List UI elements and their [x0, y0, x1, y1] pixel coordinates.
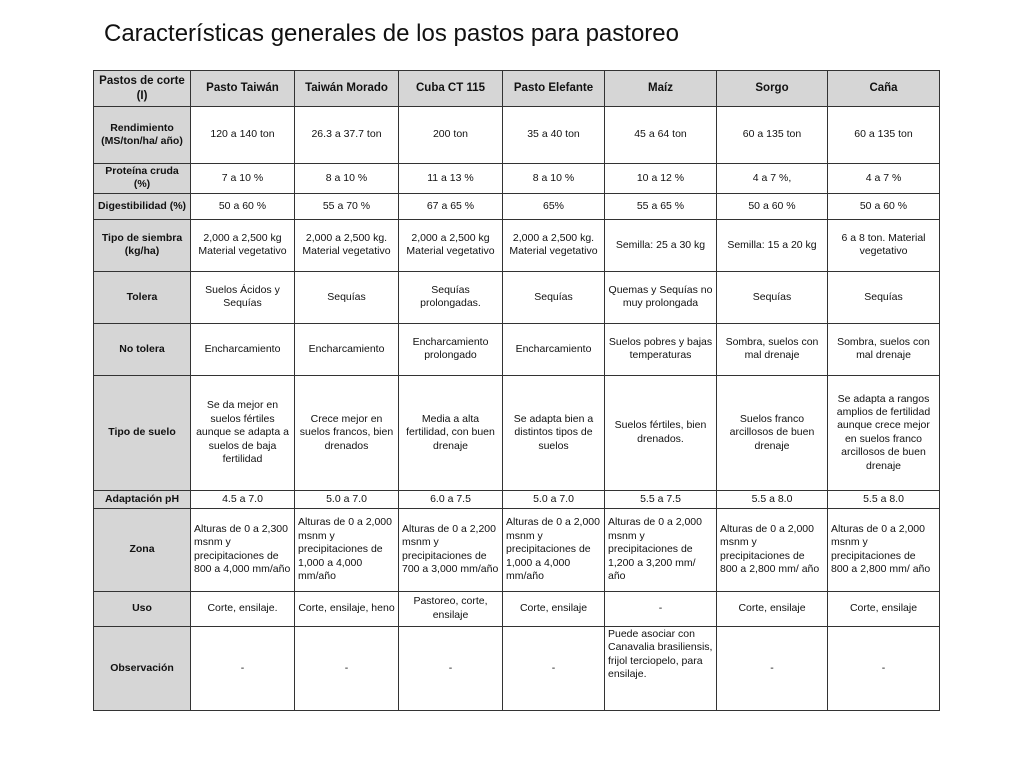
table-cell: -	[399, 626, 503, 710]
table-cell: 50 a 60 %	[191, 193, 295, 219]
table-cell: Semilla: 25 a 30 kg	[605, 219, 717, 271]
table-cell: Sombra, suelos con mal drenaje	[828, 323, 940, 375]
table-row	[94, 508, 940, 591]
table-cell: -	[503, 626, 605, 710]
table-cell: Media a alta fertilidad, con buen drenaje	[399, 375, 503, 490]
column-header: Pasto Elefante	[503, 71, 605, 107]
table-cell: Encharcamiento	[191, 323, 295, 375]
column-header: Caña	[828, 71, 940, 107]
table-cell: 6 a 8 ton. Material vegetativo	[828, 219, 940, 271]
table-cell: 35 a 40 ton	[503, 107, 605, 164]
table-cell: 2,000 a 2,500 kg Material vegetativo	[399, 219, 503, 271]
table-cell: 65%	[503, 193, 605, 219]
table-cell: 5.0 a 7.0	[295, 490, 399, 508]
table-cell: 5.5 a 8.0	[717, 490, 828, 508]
table-row	[94, 375, 940, 490]
table-cell: 6.0 a 7.5	[399, 490, 503, 508]
table-cell: Alturas de 0 a 2,300 msnm y precipitaciones de 800 a 4,000 mm/año	[191, 508, 295, 591]
table-cell: 11 a 13 %	[399, 164, 503, 194]
table-cell: 8 a 10 %	[503, 164, 605, 194]
table-cell: Sequías	[717, 271, 828, 323]
table-cell: Se adapta a rangos amplios de fertilidad aunque crece mejor en suelos franco arcillosos de buen drenaje	[828, 375, 940, 490]
table-cell: Se adapta bien a distintos tipos de suelos	[503, 375, 605, 490]
table-cell: Sombra, suelos con mal drenaje	[717, 323, 828, 375]
table-row	[94, 626, 940, 710]
table-cell: Corte, ensilaje, heno	[295, 591, 399, 626]
row-label: Digestibilidad (%)	[94, 193, 191, 219]
table-cell: 120 a 140 ton	[191, 107, 295, 164]
table-cell: 45 a 64 ton	[605, 107, 717, 164]
pasture-table	[93, 70, 940, 711]
table-cell: 4 a 7 %,	[717, 164, 828, 194]
page-title: Características generales de los pastos para pastoreo	[104, 20, 679, 47]
table-cell: Alturas de 0 a 2,200 msnm y precipitaciones de 700 a 3,000 mm/año	[399, 508, 503, 591]
row-label: Rendimiento (MS/ton/ha/ año)	[94, 107, 191, 164]
row-label: Uso	[94, 591, 191, 626]
table-cell: 50 a 60 %	[828, 193, 940, 219]
table-cell: -	[828, 626, 940, 710]
table-cell: 67 a 65 %	[399, 193, 503, 219]
table-cell: 60 a 135 ton	[828, 107, 940, 164]
table-cell: 2,000 a 2,500 kg. Material vegetativo	[503, 219, 605, 271]
header-row-label: Pastos de corte (I)	[94, 71, 191, 107]
table-cell: 5.5 a 7.5	[605, 490, 717, 508]
table-cell: Alturas de 0 a 2,000 msnm y precipitaciones de 1,200 a 3,200 mm/ año	[605, 508, 717, 591]
table-cell: Corte, ensilaje	[717, 591, 828, 626]
table-cell: Suelos fértiles, bien drenados.	[605, 375, 717, 490]
table-cell: Encharcamiento	[295, 323, 399, 375]
table-cell: Sequías	[828, 271, 940, 323]
table-row	[94, 193, 940, 219]
table-cell: 5.0 a 7.0	[503, 490, 605, 508]
column-header: Taiwán Morado	[295, 71, 399, 107]
table-cell: Suelos franco arcillosos de buen drenaje	[717, 375, 828, 490]
table-cell: 55 a 65 %	[605, 193, 717, 219]
table-cell: 7 a 10 %	[191, 164, 295, 194]
table-cell: Pastoreo, corte, ensilaje	[399, 591, 503, 626]
table-cell: -	[295, 626, 399, 710]
table-cell: Alturas de 0 a 2,000 msnm y precipitaciones de 1,000 a 4,000 mm/año	[503, 508, 605, 591]
table-cell: Encharcamiento prolongado	[399, 323, 503, 375]
table-row	[94, 271, 940, 323]
row-label: Adaptación pH	[94, 490, 191, 508]
row-label: Observación	[94, 626, 191, 710]
table-cell: 60 a 135 ton	[717, 107, 828, 164]
table-cell: 50 a 60 %	[717, 193, 828, 219]
table-cell: Semilla: 15 a 20 kg	[717, 219, 828, 271]
table-cell: Corte, ensilaje.	[191, 591, 295, 626]
table-row	[94, 107, 940, 164]
table-cell: Puede asociar con Canavalia brasiliensis, frijol terciopelo, para ensilaje.	[605, 626, 717, 710]
table-cell: Quemas y Sequías no muy prolongada	[605, 271, 717, 323]
table-cell: -	[717, 626, 828, 710]
table-cell: 8 a 10 %	[295, 164, 399, 194]
table-row	[94, 219, 940, 271]
table-cell: Suelos Ácidos y Sequías	[191, 271, 295, 323]
table-row	[94, 490, 940, 508]
table-cell: Crece mejor en suelos francos, bien drenados	[295, 375, 399, 490]
table-header-row	[94, 71, 940, 107]
table-cell: Corte, ensilaje	[828, 591, 940, 626]
table-cell: 5.5 a 8.0	[828, 490, 940, 508]
row-label: Tipo de suelo	[94, 375, 191, 490]
table-cell: Sequías	[295, 271, 399, 323]
table-row	[94, 164, 940, 194]
table-cell: 2,000 a 2,500 kg Material vegetativo	[191, 219, 295, 271]
row-label: No tolera	[94, 323, 191, 375]
table-cell: Corte, ensilaje	[503, 591, 605, 626]
table-cell: Suelos pobres y bajas temperaturas	[605, 323, 717, 375]
table-cell: 55 a 70 %	[295, 193, 399, 219]
table-cell: Encharcamiento	[503, 323, 605, 375]
column-header: Cuba CT 115	[399, 71, 503, 107]
table-cell: Sequías	[503, 271, 605, 323]
table-cell: Alturas de 0 a 2,000 msnm y precipitaciones de 800 a 2,800 mm/ año	[828, 508, 940, 591]
table-cell: -	[191, 626, 295, 710]
table-row	[94, 323, 940, 375]
table-cell: Se da mejor en suelos fértiles aunque se adapta a suelos de baja fertilidad	[191, 375, 295, 490]
table-row	[94, 591, 940, 626]
table-cell: 200 ton	[399, 107, 503, 164]
row-label: Proteína cruda (%)	[94, 164, 191, 194]
column-header: Pasto Taiwán	[191, 71, 295, 107]
table-cell: Sequías prolongadas.	[399, 271, 503, 323]
table-cell: -	[605, 591, 717, 626]
table-cell: 4.5 a 7.0	[191, 490, 295, 508]
table-cell: 26.3 a 37.7 ton	[295, 107, 399, 164]
table-cell: 10 a 12 %	[605, 164, 717, 194]
table-cell: 4 a 7 %	[828, 164, 940, 194]
table-cell: 2,000 a 2,500 kg. Material vegetativo	[295, 219, 399, 271]
column-header: Sorgo	[717, 71, 828, 107]
row-label: Tipo de siembra (kg/ha)	[94, 219, 191, 271]
column-header: Maíz	[605, 71, 717, 107]
row-label: Tolera	[94, 271, 191, 323]
table-body	[94, 107, 940, 711]
row-label: Zona	[94, 508, 191, 591]
table-cell: Alturas de 0 a 2,000 msnm y precipitaciones de 800 a 2,800 mm/ año	[717, 508, 828, 591]
table-cell: Alturas de 0 a 2,000 msnm y precipitaciones de 1,000 a 4,000 mm/año	[295, 508, 399, 591]
